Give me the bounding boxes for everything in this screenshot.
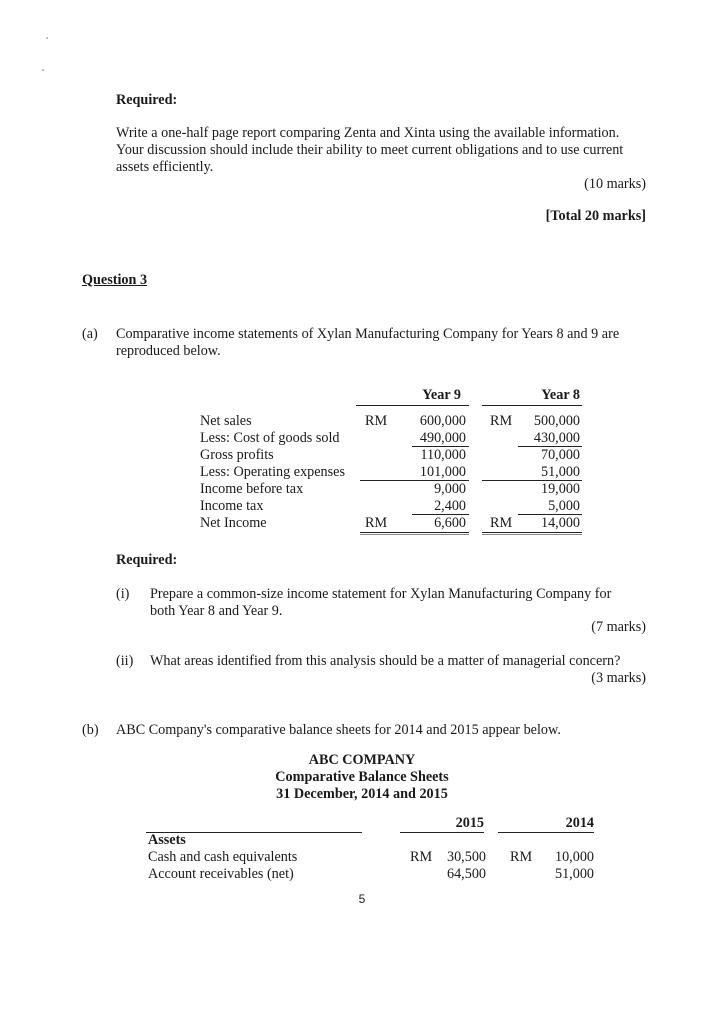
year9-value: 2,400: [434, 498, 466, 514]
year8-value: 14,000: [540, 515, 580, 531]
currency-label: RM: [365, 515, 388, 531]
scan-speck: [46, 37, 48, 39]
col-header-2014: 2014: [565, 815, 594, 831]
value-2014: 51,000: [554, 866, 594, 882]
year9-value: 490,000: [419, 430, 466, 446]
table-row-label: Cash and cash equivalents: [148, 849, 298, 865]
item-ii-text: What areas identified from this analysis should be a matter of managerial concern?: [150, 653, 621, 669]
part-a-text-line2: reproduced below.: [116, 343, 221, 359]
header-rule-year8: [482, 405, 582, 406]
page-number: 5: [358, 892, 366, 906]
col-header-year8: Year 8: [541, 387, 580, 403]
item-ii-marks: (3 marks): [591, 670, 646, 686]
balance-sheet-title: Comparative Balance Sheets: [275, 769, 449, 785]
currency-label: RM: [365, 413, 388, 429]
part-b-label: (b): [82, 722, 99, 738]
scan-speck: [42, 69, 44, 71]
question-3-title: Question 3: [82, 272, 148, 288]
total-double-rule: [482, 534, 582, 535]
table-row-label: Gross profits: [200, 447, 274, 463]
table-row-label: Income tax: [200, 498, 264, 514]
required-text-line2: Your discussion should include their ability to meet current obligations and to use current: [116, 142, 624, 158]
year8-value: 5,000: [548, 498, 580, 514]
marks-10: (10 marks): [584, 176, 646, 192]
currency-label: RM: [490, 515, 513, 531]
year8-value: 19,000: [540, 481, 580, 497]
col-header-year9: Year 9: [422, 387, 461, 403]
item-i-marks: (7 marks): [591, 619, 646, 635]
part-a-text-line1: Comparative income statements of Xylan Manufacturing Company for Years 8 and 9 are: [116, 326, 620, 342]
table-row-label: Account receivables (net): [148, 866, 294, 882]
col-header-2015: 2015: [455, 815, 484, 831]
year8-value: 51,000: [540, 464, 580, 480]
total-double-rule: [360, 534, 469, 535]
required-text-line3: assets efficiently.: [116, 159, 214, 175]
part-a-label: (a): [82, 326, 98, 342]
table-row-label: Less: Cost of goods sold: [200, 430, 340, 446]
item-ii-label: (ii): [116, 653, 134, 669]
part-a-required-heading: Required:: [116, 552, 178, 568]
year8-value: 70,000: [540, 447, 580, 463]
year9-value: 101,000: [419, 464, 466, 480]
value-2015: 64,500: [446, 866, 486, 882]
total-rule: [482, 532, 582, 533]
assets-section-heading: Assets: [148, 832, 186, 848]
currency-label: RM: [490, 413, 513, 429]
table-row-label: Income before tax: [200, 481, 304, 497]
value-2015: 30,500: [446, 849, 486, 865]
value-2014: 10,000: [554, 849, 594, 865]
item-i-text-line1: Prepare a common-size income statement for Xylan Manufacturing Company for: [150, 586, 612, 602]
table-row-label: Net Income: [200, 515, 267, 531]
required-heading: Required:: [116, 92, 178, 108]
table-row-label: Less: Operating expenses: [200, 464, 345, 480]
required-text-line1: Write a one-half page report comparing Zenta and Xinta using the available information.: [116, 125, 620, 141]
item-i-text-line2: both Year 8 and Year 9.: [150, 603, 283, 619]
currency-label: RM: [410, 849, 433, 865]
header-rule-year9: [356, 405, 469, 406]
total-marks: [Total 20 marks]: [545, 208, 646, 224]
year9-value: 9,000: [434, 481, 466, 497]
header-rule-2014: [498, 832, 594, 833]
currency-label: RM: [510, 849, 533, 865]
table-row-label: Net sales: [200, 413, 252, 429]
year8-value: 430,000: [533, 430, 580, 446]
year9-value: 110,000: [420, 447, 466, 463]
year8-value: 500,000: [533, 413, 580, 429]
balance-sheet-date: 31 December, 2014 and 2015: [276, 786, 448, 802]
year9-value: 600,000: [419, 413, 466, 429]
item-i-label: (i): [116, 586, 130, 602]
balance-sheet-title-company: ABC COMPANY: [308, 752, 416, 768]
header-rule-2015: [400, 832, 484, 833]
part-b-text: ABC Company's comparative balance sheets for 2014 and 2015 appear below.: [116, 722, 561, 738]
total-rule: [360, 532, 469, 533]
year9-value: 6,600: [434, 515, 466, 531]
